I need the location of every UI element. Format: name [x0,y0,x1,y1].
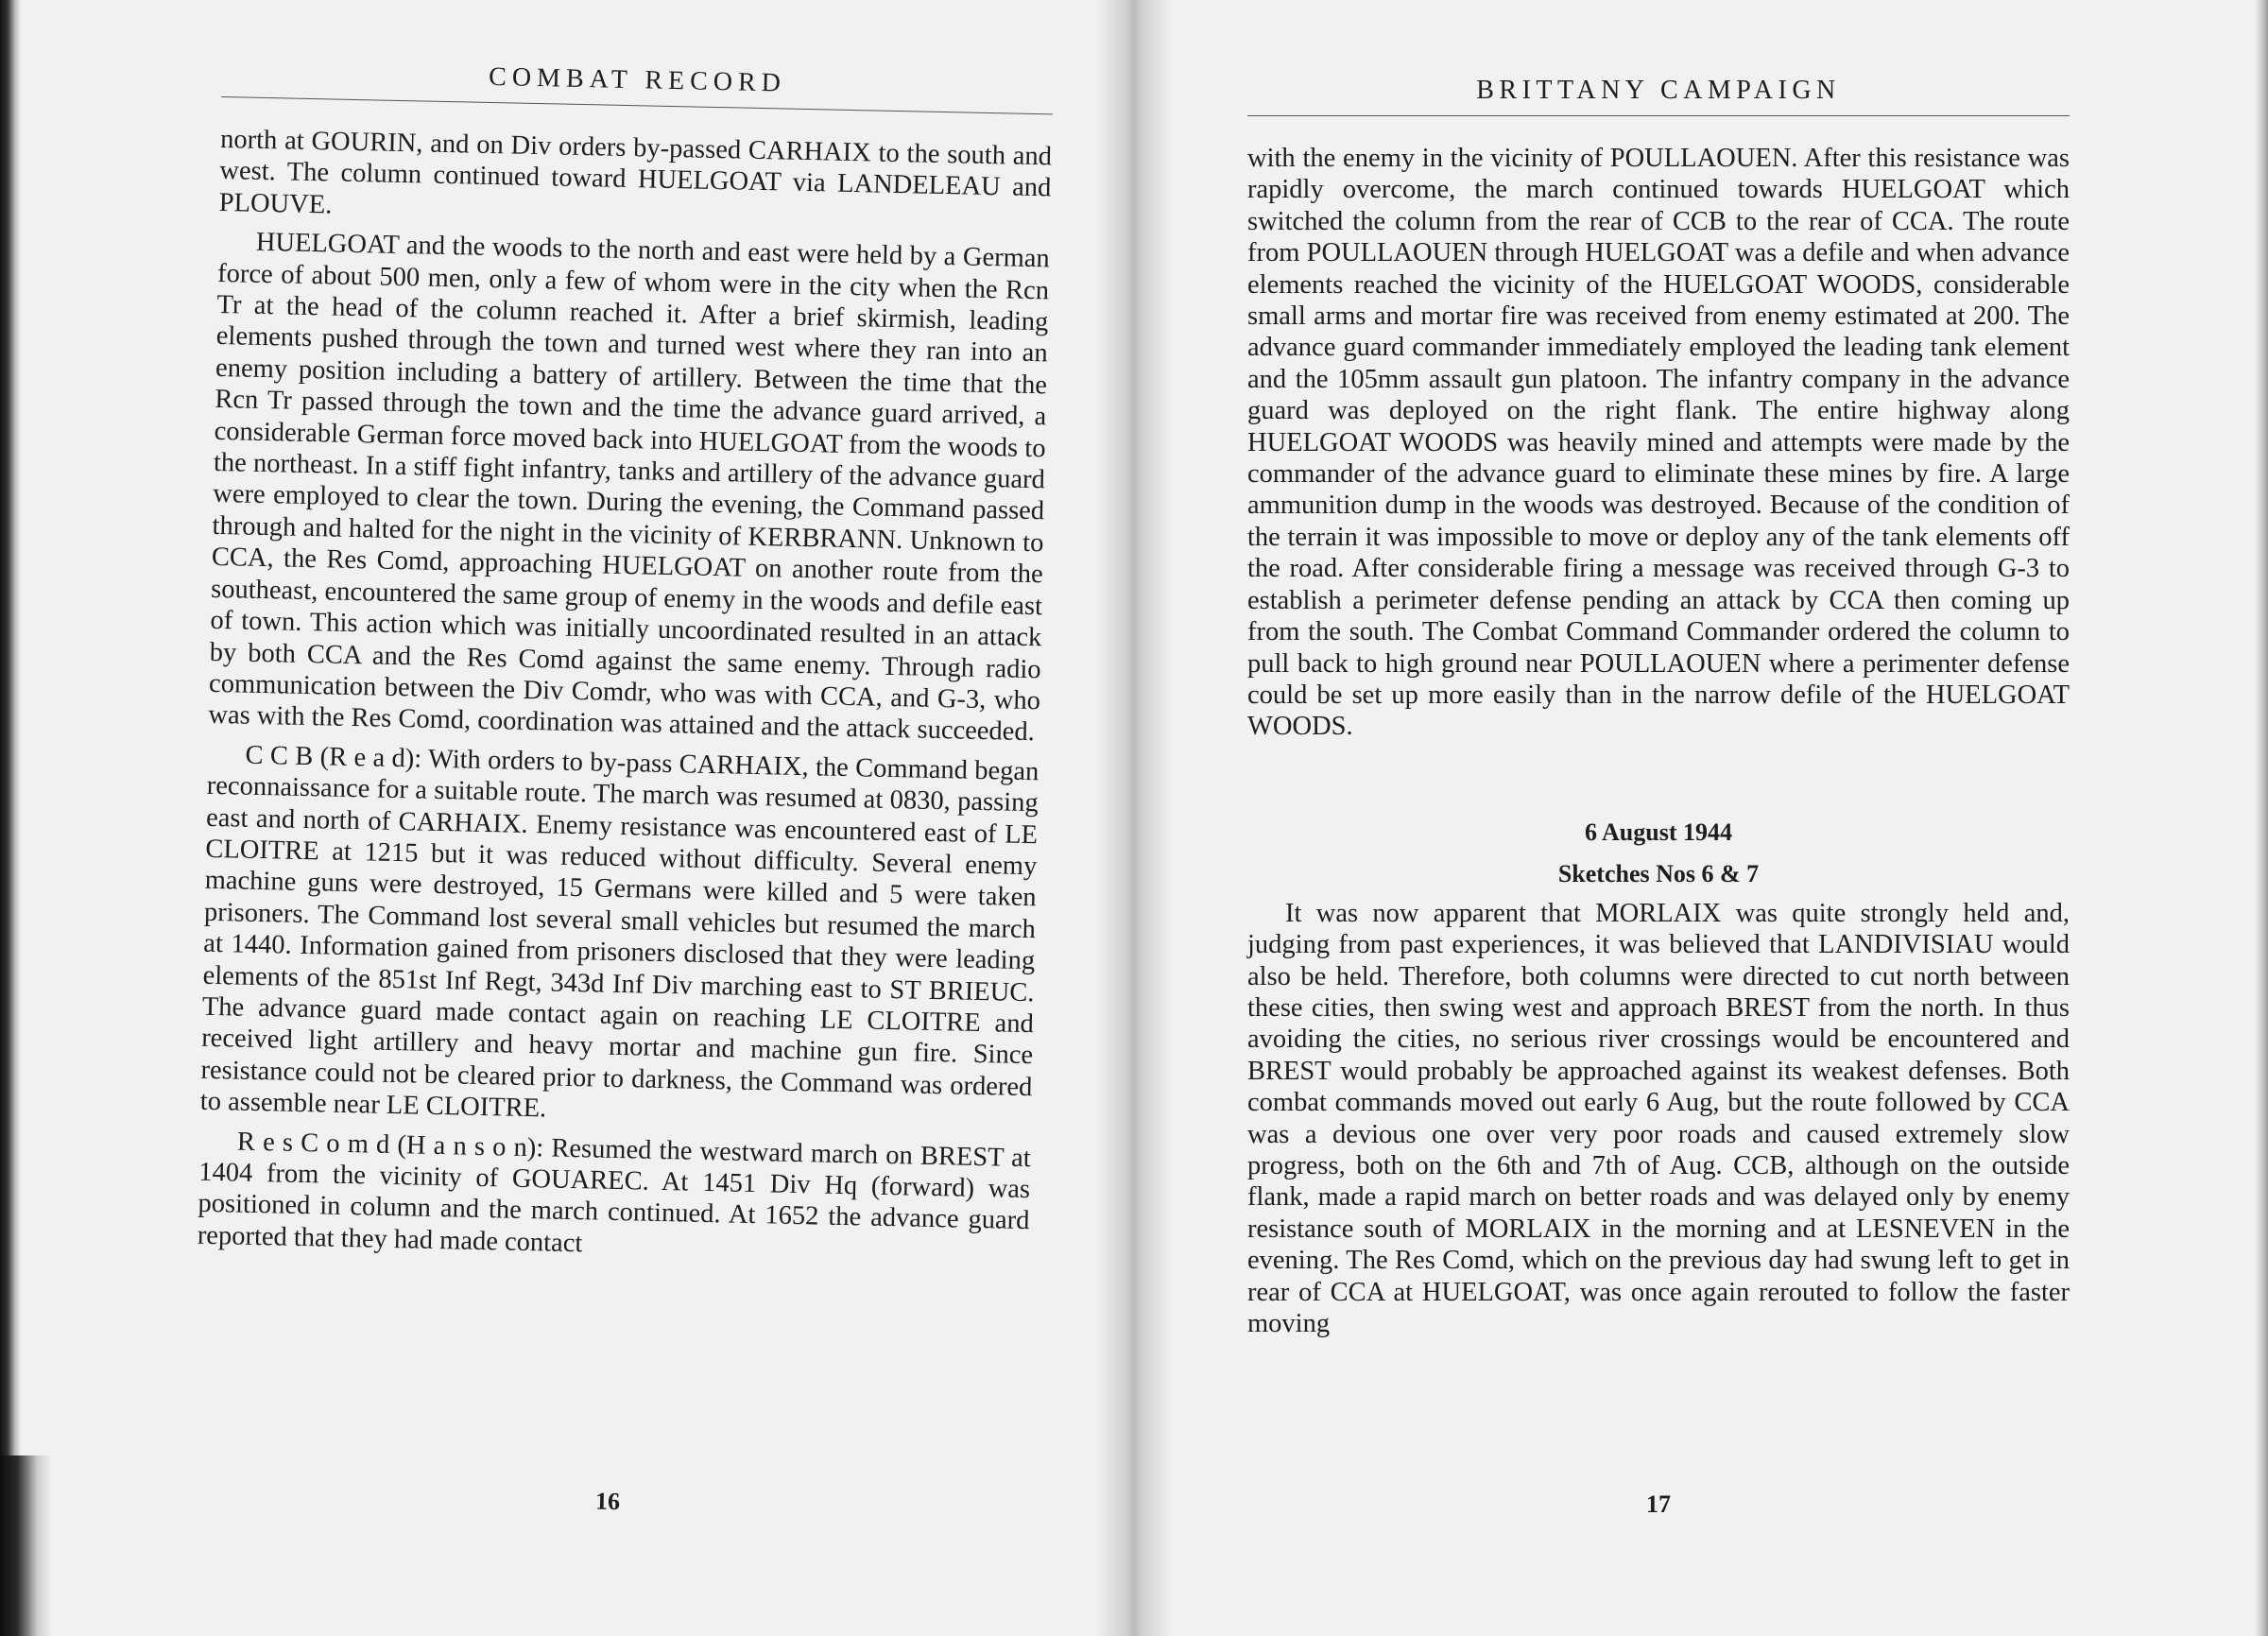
right-page [1247,76,2070,1607]
paragraph-body: With orders to by-pass CARHAIX, the Command began reconnaissance for a suitable route. The march was resumed at 0830, passing east and north of CARHAIX. Enemy resistance was encountered east of LE CLOITRE at 1215 but it was reduced without difficulty. Several enemy machine guns were destroyed, 15 Germans were killed and 5 were taken prisoners. The Command lost several small vehicles but resumed the march at 1440. Information gained from prisoners disclosed that they were leading elements of the 851st Inf Regt, 343d Inf Div marching east to ST BRIEUC. The advance guard made contact again on reaching LE CLOITRE and received light artillery and heavy mortar and machine gun fire. Since resistance could not be cleared prior to darkness, the Command was ordered to assemble near LE CLOITRE. [199,744,1040,1124]
section-subheading: Sketches Nos 6 & 7 [1557,859,1760,887]
paragraph: with the enemy in the vicinity of POULLAOUEN. After this resistance was rapidly overcome, the march continued towards HUELGOAT which switched the column from the rear of CCB to the rear of CCA. The route from POULLAOUEN through HUELGOAT was a defile and when advance elements reached the vicinity of the HUELGOAT WOODS, considerable small arms and mortar fire was received from enemy estimated at 200. The advance guard commander immediately employed the leading tank element and the 105mm assault gun platoon. The infantry company in the advance guard was deployed on the right flank. The entire highway along HUELGOAT WOODS was heavily mined and attempts were made by the commander of the advance guard to eliminate these mines by fire. A large ammunition dump in the woods was destroyed. Because of the condition of the terrain it was impossible to move or deploy any of the tank elements off the road. After considerable firing a message was received through G-3 to establish a perimeter defense pending an attack by CCA then coming up from the south. The Combat Command Commander ordered the column to pull back to high ground near POULLAOUEN where a perimenter defense could be set up more easily than in the narrow defile of the HUELGOAT WOODS. [1247,144,2070,742]
running-head: COMBAT RECORD [221,57,1054,114]
paragraph: north at GOURIN, and on Div orders by-passed CARHAIX to the south and west. The column continued toward HUELGOAT via LANDELEAU and PLOUVE. [218,124,1053,220]
page-number: 17 [1646,1490,1671,1518]
paragraph-body: Resumed the westward march on BREST at 1404 from the vicinity of GOUAREC. At 1451 Div Hq (forward) was positioned in column and the march continued. At 1652 the advance guard reported that they had made contact [197,1132,1032,1259]
running-head: BRITTANY CAMPAIGN [1247,76,2070,116]
paragraph: It was now apparent that MORLAIX was quite strongly held and, judging from past experiences, it was believed that LANDIVISIAU would also be held. Therefore, both columns were directed to cut north between these cities, then swing west and approach BREST from the north. In thus avoiding the cities, no serious river crossings would be encountered and BREST would probably be approached against its weakest defenses. Both combat commands moved out early 6 Aug, but the route followed by CCA was a devious one over very poor roads and caused extremely slow progress, both on the 6th and 7th of Aug. CCB, although on the outside flank, made a rapid march on better roads and was delayed only by enemy resistance south of MORLAIX in the morning and at LESNEVEN in the evening. The Res Comd, which on the previous day had swung left to get in rear of CCA at HUELGOAT, was once again rerouted to follow the faster moving [1247,898,2070,1338]
section-date-heading: 6 August 1944 [1584,818,1733,846]
left-page [190,57,1054,1624]
page-edge-right [2255,0,2268,1636]
paragraph-lead: C C B (R e a d): [245,740,422,774]
book-gutter [1096,0,1172,1636]
paragraph-lead: R e s C o m d (H a n s o n): [236,1127,544,1162]
binding-shadow-left-bottom [0,1455,52,1636]
paragraph: HUELGOAT and the woods to the north and east were held by a German force of about 500 men, only a few of whom were in the city when the Rcn Tr at the head of the column reached it. After a brief skirmish, leading elements pushed through the town and turned west where they ran into an enemy position including a battery of artillery. Between the time that the Rcn Tr passed through the town and the time the advance guard arrived, a considerable German force moved back into HUELGOAT from the woods to the northeast. In a stiff fight infantry, tanks and artillery of the advance guard were employed to clear the town. During the evening, the Command passed through and halted for the night in the vicinity of KERBRANN. Unknown to CCA, the Res Comd, approaching HUELGOAT on another route from the southeast, encountered the same group of enemy in the woods and defile east of town. This action which was initially uncoordinated resulted in an attack by both CCA and the Res Comd against the same enemy. Through radio communication between the Div Comdr, who was with CCA, and G-3, who was with the Res Comd, coordination was attained and the attack succeeded. [208,228,1051,748]
paragraph-ccb [199,739,1039,1135]
binding-shadow-left [0,0,21,1636]
page-number: 16 [594,1487,621,1516]
paragraph-res-comd [198,1125,1032,1268]
